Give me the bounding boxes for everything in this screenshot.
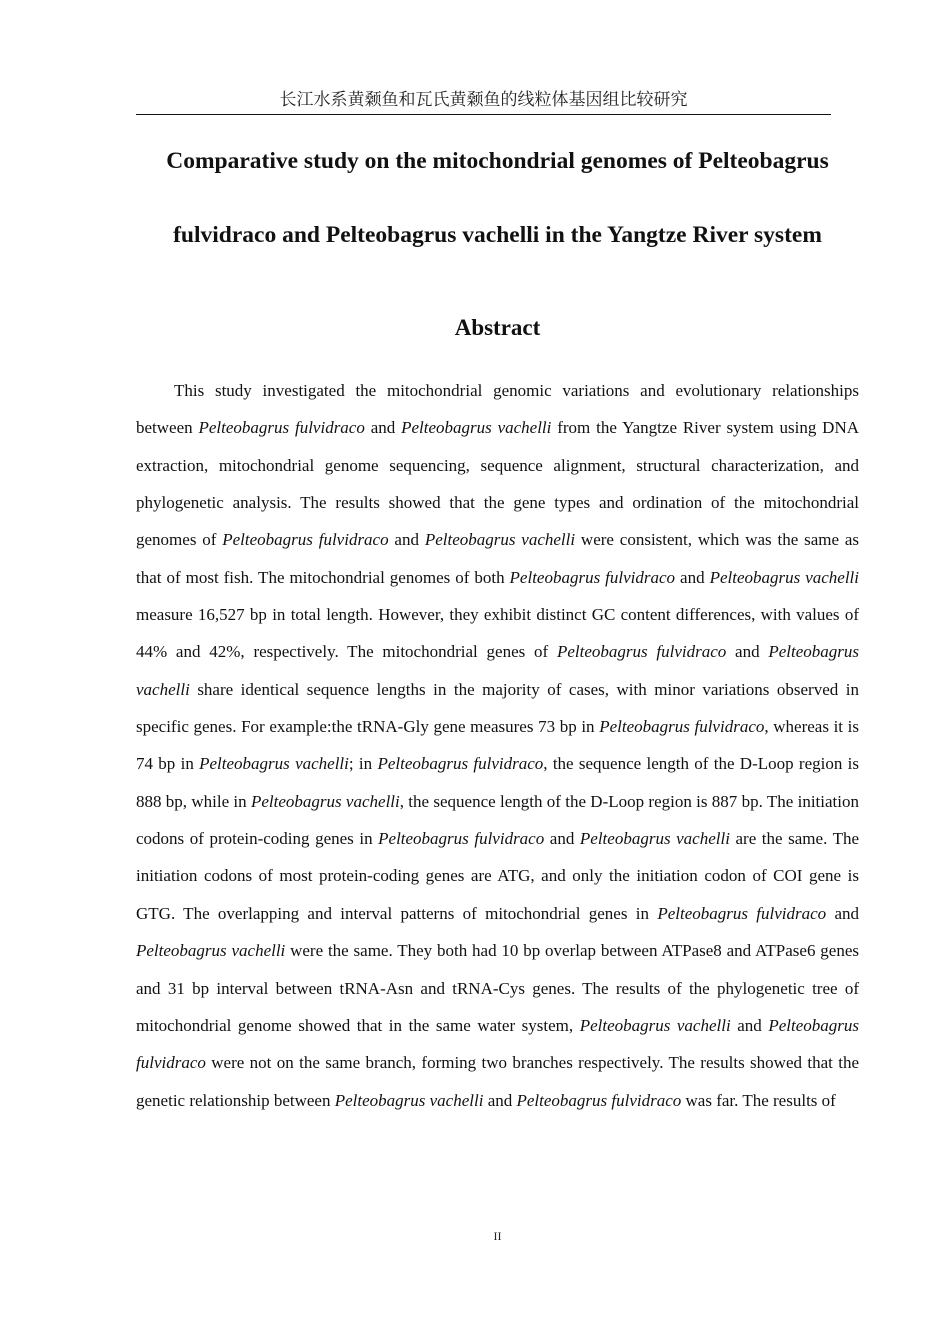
species-name: Pelteobagrus fulvidraco [222,530,389,550]
species-name: Pelteobagrus vachelli [250,791,400,811]
abstract-paragraph [136,372,859,1119]
species-name: Pelteobagrus fulvidraco [377,754,544,774]
species-name: Pelteobagrus vachelli [136,941,286,961]
abstract-heading: Abstract [454,315,541,340]
abstract-text: and [730,1015,769,1035]
abstract-text: and [826,903,860,923]
abstract-text: , the sequence length of the D-Loop region is 887 bp. The initiation codons of protein-coding genes in [136,791,859,849]
paper-title-line-1: Comparative study on the mitochondrial genomes of Pelteobagrus [166,148,829,174]
abstract-text: and [726,642,769,662]
species-name: Pelteobagrus fulvidraco [509,567,676,587]
species-name: Pelteobagrus vachelli [199,754,349,774]
page-number: II [493,1229,502,1243]
paper-title [120,142,875,254]
abstract-text: and [544,829,580,849]
species-name: Pelteobagrus vachelli [579,829,730,849]
species-name: Pelteobagrus fulvidraco [556,642,727,662]
species-name: Pelteobagrus fulvidraco [516,1090,682,1110]
header-rule [136,114,831,115]
abstract-text: were the same. They both had 10 bp overlap between ATPase8 and ATPase6 genes and 31 bp interval between tRNA-Asn and tRNA-Cys genes. The results of the phylogenetic tree of mitochondrial genome showed that in the same water system, [136,941,859,1035]
species-name: Pelteobagrus fulvidraco [378,829,545,849]
abstract-text: and [675,567,710,587]
species-name: Pelteobagrus fulvidraco [136,1015,859,1073]
abstract-text: measure 16,527 bp in total length. However, they exhibit distinct GC content differences, with values of 44% and 42%, respectively. The mitochondrial genes of [136,605,859,662]
paper-title-line-2: fulvidraco and Pelteobagrus vachelli in the Yangtze River system [173,222,822,248]
species-name: Pelteobagrus vachelli [424,530,576,550]
abstract-text: and [364,418,402,438]
abstract-text: are the same. The initiation codons of most protein-coding genes are ATG, and only the initiation codon of COI gene is GTG. The overlapping and interval patterns of mitochondrial genes in [136,829,860,923]
running-header: 长江水系黄颡鱼和瓦氏黄颡鱼的线粒体基因组比较研究 [279,90,688,110]
abstract-text: , the sequence length of the D-Loop region is 888 bp, while in [136,754,859,811]
abstract-text: and [388,530,425,550]
species-name: Pelteobagrus fulvidraco [657,903,827,923]
species-name: Pelteobagrus vachelli [401,418,552,438]
abstract-text: was far. The results of [681,1090,836,1110]
species-name: Pelteobagrus fulvidraco [198,418,365,438]
abstract-text: , whereas it is 74 bp in [136,717,860,774]
abstract-text: and [483,1090,517,1110]
species-name: Pelteobagrus fulvidraco [599,717,765,737]
abstract-text: were consistent, which was the same as that of most fish. The mitochondrial genomes of both [136,530,860,587]
species-name: Pelteobagrus vachelli [334,1090,484,1110]
abstract-text: ; in [348,754,378,774]
species-name: Pelteobagrus vachelli [709,567,859,587]
abstract-text: were not on the same branch, forming two branches respectively. The results showed that the genetic relationship between [136,1053,859,1110]
species-name: Pelteobagrus vachelli [136,642,860,699]
species-name: Pelteobagrus vachelli [579,1015,731,1035]
abstract-text: from the Yangtze River system using DNA extraction, mitochondrial genome sequencing, sequence alignment, structural characterization, and phylogenetic analysis. The results showed that the gene types and ordination of the mitochondrial genomes of [136,418,860,550]
abstract-text: This study investigated the mitochondrial genomic variations and evolutionary relationships between [136,381,859,438]
abstract-text: share identical sequence lengths in the majority of cases, with minor variations observed in specific genes. For example:the tRNA-Gly gene measures 73 bp in [136,679,859,737]
